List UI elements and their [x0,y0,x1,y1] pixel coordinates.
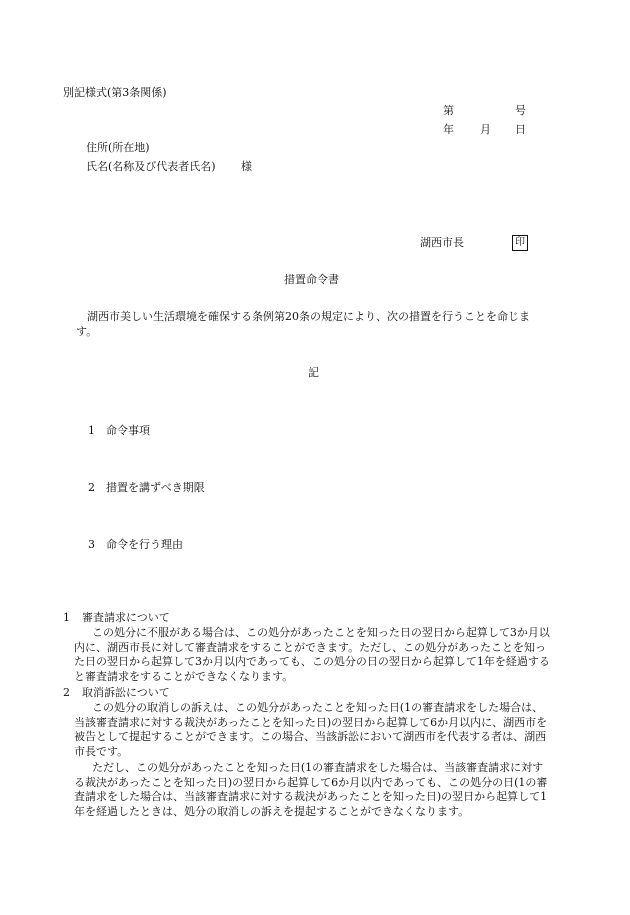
document-title: 措置命令書 [284,273,339,286]
form-header: 別記様式(第3条関係) [63,86,167,99]
item-1-label: 命令事項 [106,424,150,437]
note-1-num: 1 [63,611,70,624]
issuer-name: 湖西市長 [420,236,464,249]
ki-marker: 記 [308,366,319,379]
date-year: 年 [443,123,454,136]
address-label: 住所(所在地) [86,141,150,154]
item-2-num: 2 [88,481,95,494]
note-2-num: 2 [63,686,70,699]
item-1-num: 1 [88,424,95,437]
date-day: 日 [515,123,526,136]
name-label: 氏名(名称及び代表者氏名) [86,160,216,173]
note-2-heading: 取消訴訟について [82,686,170,699]
doc-number-suffix: 号 [515,104,526,117]
seal-mark: 印 [512,235,528,251]
note-1-paragraph: この処分に不服がある場合は、この処分があったことを知った日の翌日から起算して3か月以内に、湖西市長に対して審査請求をすることができます。ただし、この処分があったことを知った日の翌日から起算して3か月以内であっても、この処分の日の翌日から起算して1年を経過すると審査請求をすることができなくなります。 [74,626,550,683]
item-2-label: 措置を講ずべき期限 [106,481,205,494]
note-1-heading: 審査請求について [82,611,170,624]
note-2-paragraph-2: ただし、この処分があったことを知った日(1の審査請求をした場合は、当該審査請求に対する裁決があったことを知った日)の翌日から起算して6か月以内であっても、この処分の日(1の審査請求をした場合は、当該審査請求に対する裁決があったことを知った日)の翌日から起算して1年を経過したときは、処分の取消しの訴えを提起することができなくなります。 [74,761,548,818]
doc-number-prefix: 第 [443,104,454,117]
body-text: 湖西市美しい生活環境を確保する条例第20条の規定により、次の措置を行うことを命じます。 [76,310,530,338]
date-month: 月 [480,123,491,136]
honorific: 様 [241,160,252,173]
item-3-num: 3 [88,538,95,551]
item-3-label: 命令を行う理由 [106,538,183,551]
note-2-paragraph-1: この処分の取消しの訴えは、この処分があったことを知った日(1の審査請求をした場合は、当該審査請求に対する裁決があったことを知った日)の翌日から起算して6か月以内に、湖西市を被告として提起することができます。この場合、当該訴訟において湖西市を代表する者は、湖西市長です。 [74,701,548,758]
